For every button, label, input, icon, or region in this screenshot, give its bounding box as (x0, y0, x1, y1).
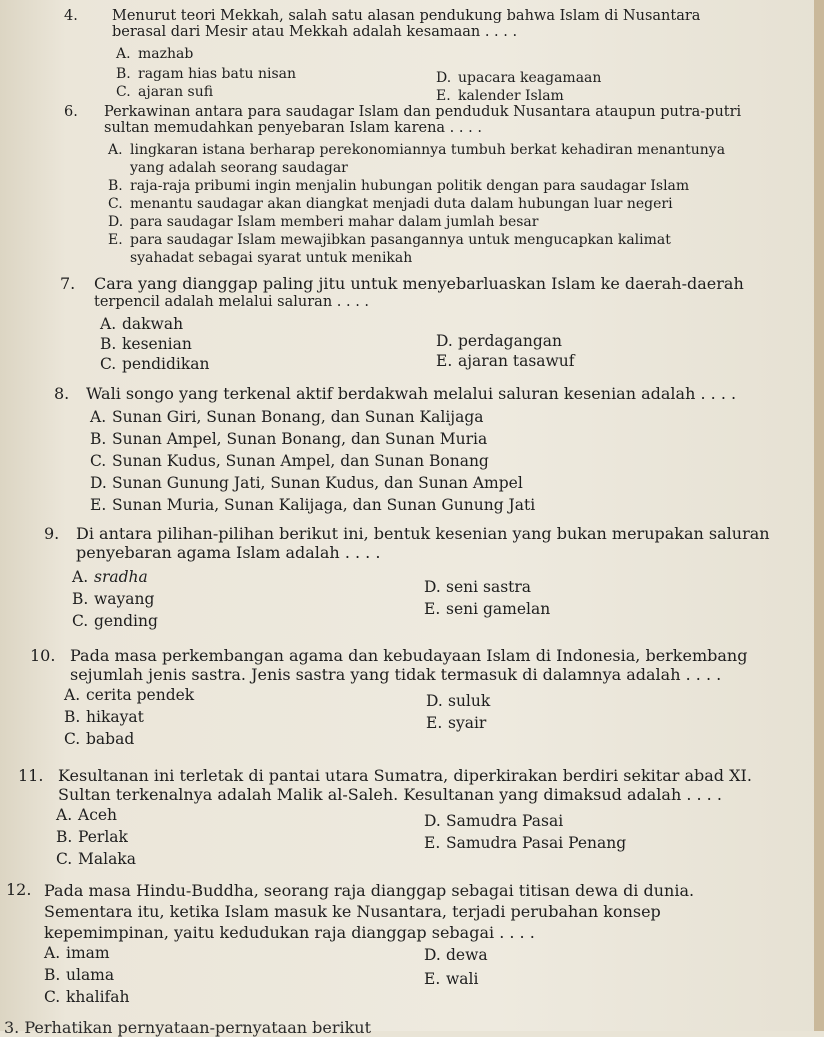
option-c: C. gending (72, 612, 158, 630)
option-a: A. lingkaran istana berharap perekonomiannya tumbuh berkat kehadiran menantunya (108, 142, 726, 158)
option-c: C. ajaran sufi (116, 84, 214, 100)
option-e: E. Samudra Pasai Penang (424, 834, 627, 852)
option-c: C. khalifah (44, 988, 130, 1006)
option-e: E. syair (426, 714, 487, 732)
question-number: 6. (64, 104, 78, 120)
question-number: 12. (6, 880, 32, 899)
option-b: B. ragam hias batu nisan (116, 66, 296, 82)
option-d: D. perdagangan (436, 332, 562, 350)
option-b: B. hikayat (64, 708, 144, 726)
option-e: E. wali (424, 970, 479, 988)
question-number: 4. (64, 8, 78, 24)
option-a: A. cerita pendek (64, 686, 195, 704)
option-e: E. ajaran tasawuf (436, 352, 575, 370)
option-c: C. pendidikan (100, 355, 210, 373)
question-number: 8. (54, 384, 70, 403)
option-d: D. dewa (424, 946, 488, 964)
option-a: A. Aceh (56, 806, 118, 824)
option-e: E. seni gamelan (424, 600, 551, 618)
question-stem: Menurut teori Mekkah, salah satu alasan pendukung bahwa Islam di Nusantara berasal dari Mesir atau Mekkah adalah kesamaan . . . . (112, 8, 701, 40)
option-d: D. upacara keagamaan (436, 70, 602, 86)
option-c: C. Malaka (56, 850, 136, 868)
question-stem: Pada masa Hindu-Buddha, seorang raja dianggap sebagai titisan dewa di dunia. Sementara itu, ketika Islam masuk ke Nusantara, terjadi perubahan konsep kepemimpinan, yaitu kedudukan raja dianggap sebagai . . . . (44, 881, 695, 942)
option-d: D. seni sastra (424, 578, 532, 596)
option-d: D. Sunan Gunung Jati, Sunan Kudus, dan Sunan Ampel (90, 474, 523, 492)
option-e: E. kalender Islam (436, 88, 564, 104)
option-a: A. sradha (72, 568, 148, 586)
option-a: A. mazhab (116, 46, 194, 62)
option-a-continued: yang adalah seorang saudagar (130, 160, 348, 176)
option-b: B. Sunan Ampel, Sunan Bonang, dan Sunan Muria (90, 430, 488, 448)
question-number: 7. (60, 274, 76, 293)
option-e-continued: syahadat sebagai syarat untuk menikah (130, 250, 413, 266)
page-edge (814, 0, 824, 1031)
option-d: D. suluk (426, 692, 491, 710)
question-stem: Pada masa perkembangan agama dan kebudayaan Islam di Indonesia, berkembang sejumlah jenis sastra. Jenis sastra yang tidak termasuk di dalamnya adalah . . . . (70, 646, 748, 684)
question-stem: Perkawinan antara para saudagar Islam dan penduduk Nusantara ataupun putra-putri sultan memudahkan penyebaran Islam karena . . . . (104, 104, 742, 136)
option-b: B. ulama (44, 966, 115, 984)
option-e: E. para saudagar Islam mewajibkan pasangannya untuk mengucapkan kalimat (108, 232, 671, 248)
option-b: B. Perlak (56, 828, 128, 846)
question-stem: Cara yang dianggap paling jitu untuk menyebarluaskan Islam ke daerah-daerah terpencil adalah melalui saluran . . . . (94, 274, 744, 310)
question-number: 9. (44, 524, 60, 543)
question-stem: Wali songo yang terkenal aktif berdakwah melalui saluran kesenian adalah . . . . (86, 384, 737, 403)
option-b: B. raja-raja pribumi ingin menjalin hubungan politik dengan para saudagar Islam (108, 178, 690, 194)
option-c: C. Sunan Kudus, Sunan Ampel, dan Sunan Bonang (90, 452, 489, 470)
option-d: D. Samudra Pasai (424, 812, 564, 830)
option-b: B. kesenian (100, 335, 192, 353)
option-c: C. menantu saudagar akan diangkat menjadi duta dalam hubungan luar negeri (108, 196, 673, 212)
option-a: A. imam (44, 944, 110, 962)
option-a: A. Sunan Giri, Sunan Bonang, dan Sunan Kalijaga (90, 408, 484, 426)
option-e: E. Sunan Muria, Sunan Kalijaga, dan Sunan Gunung Jati (90, 496, 536, 514)
question-stem: Di antara pilihan-pilihan berikut ini, bentuk kesenian yang bukan merupakan saluran penyebaran agama Islam adalah . . . . (76, 524, 770, 562)
option-a: A. dakwah (100, 315, 184, 333)
question-number: 11. (18, 766, 44, 785)
next-question-cut-off: 3. Perhatikan pernyataan-pernyataan berikut (4, 1018, 372, 1037)
option-c: C. babad (64, 730, 135, 748)
option-d: D. para saudagar Islam memberi mahar dalam jumlah besar (108, 214, 539, 230)
question-stem: Kesultanan ini terletak di pantai utara Sumatra, diperkirakan berdiri sekitar abad XI. Sultan terkenalnya adalah Malik al-Saleh. Kesultanan yang dimaksud adalah . . . . (58, 766, 752, 804)
option-b: B. wayang (72, 590, 155, 608)
question-number: 10. (30, 646, 56, 665)
